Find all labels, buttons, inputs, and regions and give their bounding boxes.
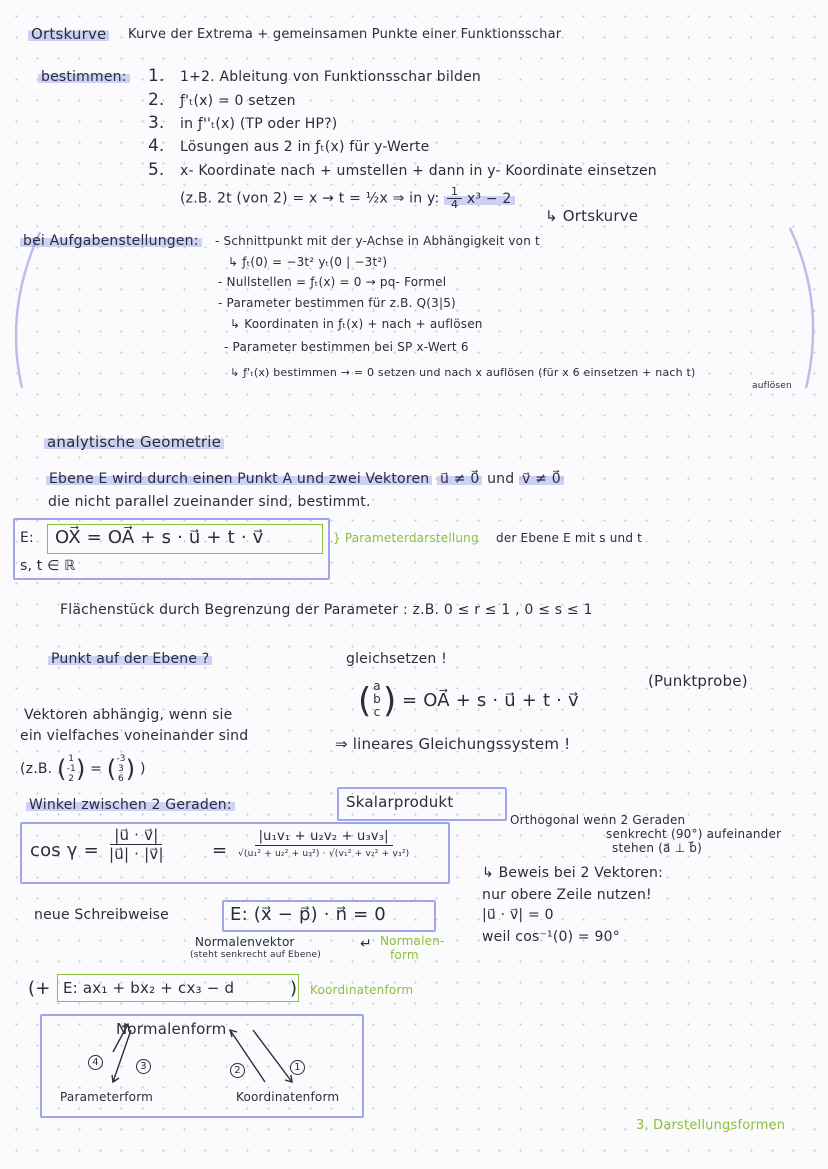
param-label: } Parameterdarstellung: [333, 531, 479, 545]
cos-equals: =: [212, 840, 228, 861]
ortskurve-example: (z.B. 2t (von 2) = x → t = ½x ⇒ in y: $\frac{1}{4}$ x³ − 2: [180, 186, 515, 211]
normalenvektor-note: (steht senkrecht auf Ebene): [190, 950, 321, 960]
aufgaben-line: ↳ ƒ'ₜ(x) bestimmen → = 0 setzen und nach x auflösen (für x 6 einsetzen + nach t): [230, 366, 696, 379]
bestimmen-label: bestimmen:: [38, 68, 130, 86]
winkel-title: Winkel zwischen 2 Geraden:: [26, 796, 235, 814]
punktprobe: (Punktprobe): [648, 672, 748, 690]
vec-paren-left: (: [358, 681, 372, 721]
normalenvektor-label: Normalenvektor: [195, 935, 295, 949]
lgs-note: ⇒ lineares Gleichungssystem !: [335, 735, 571, 753]
beweis-line: |u⃗ · v⃗| = 0: [482, 907, 554, 923]
aufgaben-label: bei Aufgabenstellungen:: [20, 232, 202, 250]
normalenform-arrow: ↵: [360, 936, 372, 952]
diagram-step-4: 4: [88, 1052, 103, 1070]
ortskurve-title: Ortskurve: [28, 25, 109, 43]
diagram-step-1: 1: [290, 1057, 305, 1075]
ebene-definition-line1: Ebene E wird durch einen Punkt A und zwei Vektoren u⃗ ≠ 0⃗ und v⃗ ≠ 0⃗: [46, 470, 564, 488]
step-text: in ƒ''ₜ(x) (TP oder HP?): [180, 116, 338, 132]
aufgaben-line: - Parameter bestimmen für z.B. Q(3|5): [218, 296, 456, 310]
aufgaben-line: - Schnittpunkt mit der y-Achse in Abhängigkeit von t: [215, 234, 540, 248]
param-prefix: E:: [20, 530, 34, 546]
aufgaben-small-note: auflösen: [752, 381, 792, 391]
neue-schreibweise-label: neue Schreibweise: [34, 907, 169, 923]
diagram-koordinatenform: Koordinatenform: [236, 1090, 340, 1104]
ortskurve-result: ↳ Ortskurve: [545, 207, 639, 225]
step-number: 3.: [148, 113, 165, 133]
footer-label: 3. Darstellungsformen: [636, 1118, 786, 1133]
cos-fraction-1: $\frac{|u⃗ \cdot v⃗|}{|u⃗| \cdot |v⃗|}$: [109, 826, 164, 863]
cos-label: cos γ =: [30, 840, 99, 861]
diagram-normalenform: Normalenform: [116, 1020, 227, 1038]
step-number: 1.: [148, 66, 165, 86]
step-number: 2.: [148, 90, 165, 110]
aufgaben-line: - Parameter bestimmen bei SP x-Wert 6: [224, 340, 469, 354]
diagram-step-3: 3: [136, 1056, 151, 1074]
koordinatenform-prefix: (+: [28, 978, 51, 999]
beweis-line: nur obere Zeile nutzen!: [482, 887, 652, 903]
step-number: 4.: [148, 136, 165, 156]
step-number: 5.: [148, 160, 165, 180]
abhaengig-example: (z.B. ( 1 -1 2 ) = ( -3 3 6 ) ): [20, 754, 146, 784]
beweis-line: weil cos⁻¹(0) = 90°: [482, 929, 620, 945]
aufgaben-line: - Nullstellen = ƒₜ(x) = 0 → pq- Formel: [218, 275, 447, 289]
gleichsetzen: gleichsetzen !: [346, 651, 447, 667]
param-formula: OX⃗ = OA⃗ + s · u⃗ + t · v⃗: [55, 527, 264, 548]
param-domain: s, t ∈ ℝ: [20, 558, 76, 574]
abhaengig-line2: ein vielfaches voneinander sind: [20, 728, 249, 744]
cos-fraction-2: $\frac{\text{|u₁v₁ + u₂v₂ + u₃v₃|}}{\text{√(u₁² + u₂² + u₃²) · √(v₁² + v₂² + v₃²)}}$: [238, 829, 410, 859]
aufgaben-line: ↳ Koordinaten in ƒₜ(x) + nach + auflösen: [230, 317, 483, 331]
beweis-line: ↳ Beweis bei 2 Vektoren:: [482, 865, 664, 881]
abhaengig-line1: Vektoren abhängig, wenn sie: [24, 707, 233, 723]
normalenform-label: form: [390, 948, 419, 962]
param-label-rest: der Ebene E mit s und t: [496, 531, 643, 545]
vec-paren-right: ): [383, 681, 397, 721]
ortskurve-definition: Kurve der Extrema + gemeinsamen Punkte einer Funktionsschar: [128, 27, 562, 42]
ebene-definition-line2: die nicht parallel zueinander sind, bestimmt.: [48, 494, 371, 510]
orthogonal-line: stehen (a⃗ ⊥ b⃗): [612, 841, 702, 855]
geometrie-title: analytische Geometrie: [44, 433, 224, 451]
diagram-parameterform: Parameterform: [60, 1090, 154, 1104]
normalenform-formula: E: (x⃗ − p⃗) · n⃗ = 0: [230, 904, 386, 925]
diagram-step-2: 2: [230, 1060, 245, 1078]
koordinatenform-label: Koordinatenform: [310, 983, 414, 997]
vec-equation: = OA⃗ + s · u⃗ + t · v⃗: [402, 690, 579, 711]
skalarprodukt-label: Skalarprodukt: [346, 793, 454, 811]
aufgaben-line: ↳ ƒₜ(0) = −3t² yₜ(0 | −3t²): [228, 255, 388, 269]
flaechenstueck: Flächenstück durch Begrenzung der Parameter : z.B. 0 ≤ r ≤ 1 , 0 ≤ s ≤ 1: [60, 602, 593, 618]
step-text: ƒ'ₜ(x) = 0 setzen: [180, 93, 296, 109]
orthogonal-line: senkrecht (90°) aufeinander: [606, 827, 782, 841]
koordinatenform-formula: E: ax₁ + bx₂ + cx₃ − d: [63, 979, 235, 997]
punkt-frage: Punkt auf der Ebene ?: [48, 650, 212, 668]
koordinatenform-suffix: ): [290, 978, 298, 999]
step-text: Lösungen aus 2 in ƒₜ(x) für y-Werte: [180, 139, 430, 155]
step-text: x- Koordinate nach + umstellen + dann in y- Koordinate einsetzen: [180, 163, 657, 179]
vec-entries: a b c: [373, 679, 381, 719]
step-text: 1+2. Ableitung von Funktionsschar bilden: [180, 69, 481, 85]
orthogonal-line: Orthogonal wenn 2 Geraden: [510, 813, 686, 827]
normalenform-label: Normalen-: [380, 934, 445, 948]
